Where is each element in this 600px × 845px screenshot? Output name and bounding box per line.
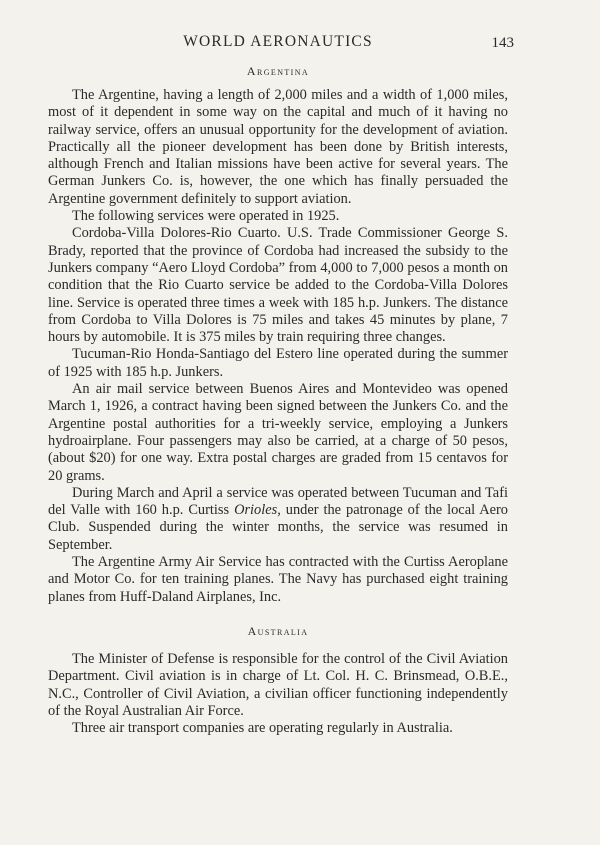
paragraph [48, 485, 508, 554]
running-head [48, 30, 514, 56]
paragraph: An air mail service between Buenos Aires and Montevideo was opened March 1, 1926, a contract having been signed between the Junkers Co. and the Argentine postal authorities for a tri-weekly service, employing a Junkers hydroairplane. Four passengers may also be carried, at a charge of 50 pesos, (about $20) for one way. Extra postal charges are graded from 15 centavos for 20 grams. [48, 381, 508, 484]
paragraph-text: under the patronage of the local Aero Club. Suspended during the winter months, the service was resumed in September. [48, 502, 508, 553]
section-australia [48, 624, 508, 737]
page-number: 143 [491, 35, 514, 51]
paragraph: The Minister of Defense is responsible for the control of the Civil Aviation Department. Civil aviation is in charge of Lt. Col. H. C. Brinsmead, O.B.E., N.C., Controller of Civil Aviation, a civilian officer functioning independently of the Royal Australian Air Force. [48, 650, 508, 719]
section-argentina [48, 64, 508, 606]
paragraph: The following services were operated in 1925. [72, 208, 340, 225]
paragraph: The Argentine Army Air Service has contracted with the Curtiss Aeroplane and Motor Co. for ten training planes. The Navy has purchased eight training planes from Huff-Daland Airplanes, Inc. [48, 554, 508, 605]
paragraph: Tucuman-Rio Honda-Santiago del Estero line operated during the summer of 1925 with 185 h.p. Junkers. [48, 346, 508, 380]
italic-aircraft-name: Orioles, [234, 502, 281, 519]
book-page [48, 30, 514, 737]
paragraph: Three air transport companies are operating regularly in Australia. [72, 720, 453, 737]
section-heading-australia: Australia [247, 623, 309, 638]
paragraph-text: During March and April a service was operated between Tucuman and Tafi del Valle with 160 h.p. Curtiss [48, 484, 508, 519]
paragraph: The Argentine, having a length of 2,000 miles and a width of 1,000 miles, most of it dependent in some way on the capital and much of it having no railway service, offers an unusual opportunity for the development of aviation. Practically all the pioneer development has been done by British interests, although French and Italian missions have been active for several years. The German Junkers Co. is, however, the one which has finally persuaded the Argentine government definitely to support aviation. [48, 87, 508, 207]
section-heading-argentina: Argentina [246, 64, 310, 78]
running-title: WORLD AERONAUTICS [183, 33, 373, 50]
paragraph: Cordoba-Villa Dolores-Rio Cuarto. U.S. Trade Commissioner George S. Brady, reported that the province of Cordoba had increased the subsidy to the Junkers company “Aero Lloyd Cordoba” from 4,000 to 7,000 pesos a month on condition that the Rio Cuarto service be added to the Cordoba-Villa Dolores line. Service is operated three times a week with 185 h.p. Junkers. The distance from Cordoba to Villa Dolores is 75 miles and takes 45 minutes by plane, 7 hours by automobile. It is 375 miles by train requiring three changes. [48, 225, 508, 346]
